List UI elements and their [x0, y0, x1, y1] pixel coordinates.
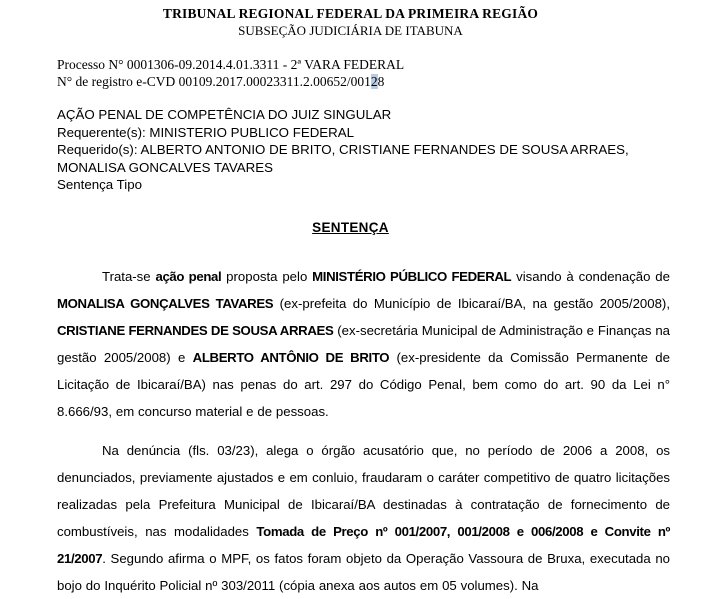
- emphasis-run: MINISTÉRIO PÚBLICO FEDERAL: [312, 268, 512, 284]
- text-run: proposta pelo: [221, 268, 313, 284]
- sentence-type-line: Sentença Tipo: [57, 177, 143, 192]
- text-run: Trata-se: [102, 268, 156, 284]
- text-run: visando à condenação de: [511, 268, 670, 284]
- process-number-line: Processo N° 0001306-09.2014.4.01.3311 - 2ª VARA FEDERAL: [57, 57, 405, 72]
- registry-number-prefix: N° de registro e-CVD 00109.2017.00023311.2.00652/001: [57, 74, 371, 89]
- document-body: [57, 263, 670, 599]
- plaintiff-line: Requerente(s): MINISTERIO PUBLICO FEDERAL: [57, 124, 355, 140]
- text-run: (ex-presidente da Comissão Permanente de Licitação de Ibicaraí/BA) nas penas do art. 297 do Código Penal, bem como do art. 90 da Lei n° 8.666/93, em concurso material e de pessoas.: [57, 349, 670, 419]
- paragraph-2: [57, 437, 670, 599]
- emphasis-run: MONALISA GONÇALVES TAVARES: [57, 295, 274, 311]
- case-parties-block: [57, 106, 657, 194]
- emphasis-run: ação penal: [155, 268, 222, 284]
- text-run: Na denúncia (fls. 03/23), alega o órgão acusatório que, no período de 2006 a 2008, os denunciados, previamente ajustados e em conluio, fraudaram o caráter competitivo de quatro licitações realizadas pela Prefeitura Municipal de Ibicaraí/BA destinadas à contratação de fornecimento de combustíveis, nas modalidades: [57, 442, 670, 539]
- text-run: (ex-prefeita do Município de Ibicaraí/BA, na gestão 2005/2008),: [273, 295, 670, 311]
- text-run: (ex-secretária Municipal de Administração e Finanças na gestão 2005/2008) e: [57, 322, 670, 365]
- defendant-line-2: MONALISA GONCALVES TAVARES: [57, 159, 274, 175]
- registry-number-line: [57, 73, 701, 90]
- emphasis-run: ALBERTO ANTÔNIO DE BRITO: [192, 349, 390, 365]
- text-run: . Segundo afirma o MPF, os fatos foram objeto da Operação Vassoura de Bruxa, executada no bojo do Inquérito Policial nº 303/2011 (cópia anexa aos autos em 05 volumes). Na: [57, 550, 670, 593]
- emphasis-run: CRISTIANE FERNANDES DE SOUSA ARRAES: [57, 322, 334, 338]
- emphasis-run: Tomada de Preço nº 001/2007, 001/2008 e 006/2008 e Convite nº 21/2007: [57, 523, 670, 566]
- court-subsection: SUBSEÇÃO JUDICIÁRIA DE ITABUNA: [238, 23, 463, 38]
- registry-number-suffix: 8: [377, 74, 385, 89]
- page-title: SENTENÇA: [312, 219, 389, 235]
- defendant-line-1: Requerido(s): ALBERTO ANTONIO DE BRITO, CRISTIANE FERNANDES DE SOUSA ARRAES,: [57, 142, 629, 157]
- court-name: TRIBUNAL REGIONAL FEDERAL DA PRIMEIRA REGIÃO: [162, 6, 539, 21]
- process-identification-block: [57, 56, 701, 90]
- action-type-line: AÇÃO PENAL DE COMPETÊNCIA DO JUIZ SINGULAR: [57, 107, 392, 122]
- court-header: [0, 0, 701, 39]
- paragraph-1: [57, 263, 670, 425]
- registry-selected-character: 2: [370, 74, 378, 89]
